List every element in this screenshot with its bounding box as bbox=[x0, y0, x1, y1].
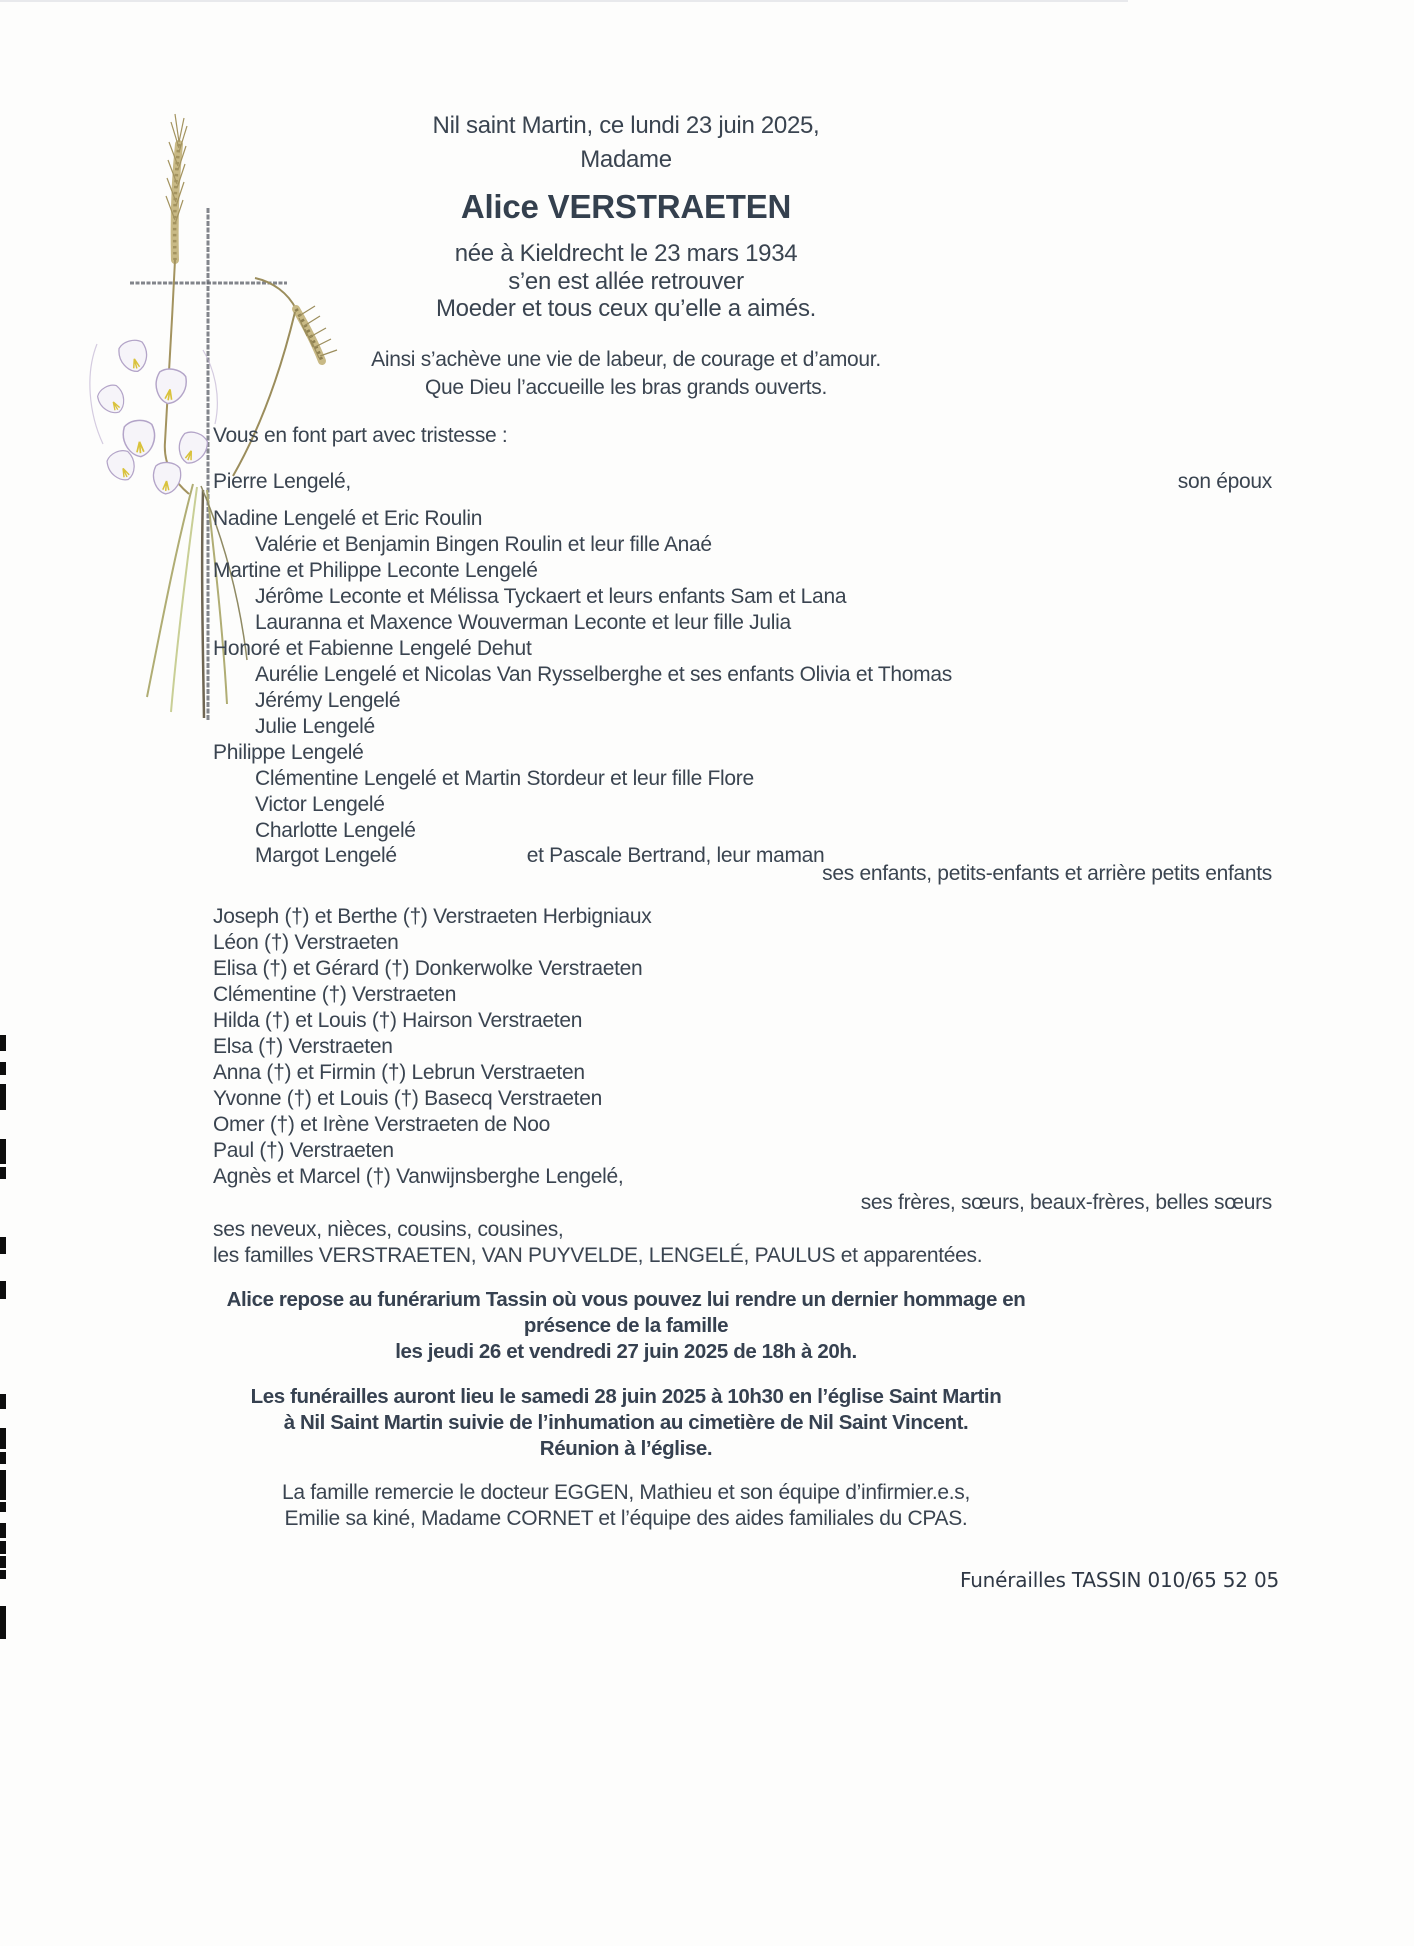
deceased-list bbox=[213, 904, 1313, 1190]
deceased-member: Elisa (†) et Gérard (†) Donkerwolke Verstraeten bbox=[213, 957, 643, 980]
funeral-notice bbox=[0, 1384, 1252, 1462]
deceased-member: Paul (†) Verstraeten bbox=[213, 1139, 394, 1162]
funeral-line-1: Les funérailles auront lieu le samedi 28 juin 2025 à 10h30 en l’église Saint Martin bbox=[250, 1385, 1002, 1408]
deceased-member: Elsa (†) Verstraeten bbox=[213, 1035, 393, 1058]
spouse-name: Pierre Lengelé, bbox=[213, 470, 351, 493]
family-member: Nadine Lengelé et Eric Roulin bbox=[213, 507, 483, 530]
deceased-member: Clémentine (†) Verstraeten bbox=[213, 983, 457, 1006]
birth-line: née à Kieldrecht le 23 mars 1934 bbox=[454, 240, 798, 267]
relatives-line-1: ses neveux, nièces, cousins, cousines, bbox=[213, 1218, 564, 1241]
margot-mother: et Pascale Bertrand, leur maman bbox=[526, 844, 825, 867]
margot-name: Margot Lengelé bbox=[255, 844, 397, 867]
funeral-line-2: à Nil Saint Martin suivie de l’inhumation au cimetière de Nil Saint Vincent. bbox=[283, 1411, 969, 1434]
family-member: Clémentine Lengelé et Martin Stordeur et leur fille Flore bbox=[255, 767, 754, 790]
family-member: Honoré et Fabienne Lengelé Dehut bbox=[213, 637, 532, 660]
spouse-row bbox=[213, 470, 1272, 494]
family-member: Julie Lengelé bbox=[255, 715, 375, 738]
thanks-line-1: La famille remercie le docteur EGGEN, Mathieu et son équipe d’infirmier.e.s, bbox=[281, 1481, 971, 1504]
family-member: Lauranna et Maxence Wouverman Leconte et leur fille Julia bbox=[255, 611, 791, 634]
scan-streak bbox=[0, 0, 1128, 2]
deceased-member: Anna (†) et Firmin (†) Lebrun Verstraeten bbox=[213, 1061, 585, 1084]
deceased-member: Agnès et Marcel (†) Vanwijnsberghe Lengelé, bbox=[213, 1165, 624, 1188]
wake-line-1: Alice repose au funérarium Tassin où vous pouvez lui rendre un dernier hommage en bbox=[226, 1288, 1026, 1311]
deceased-member: Léon (†) Verstraeten bbox=[213, 931, 399, 954]
thanks-block bbox=[0, 1480, 1252, 1532]
family-member: Martine et Philippe Leconte Lengelé bbox=[213, 559, 538, 582]
wake-line-3: les jeudi 26 et vendredi 27 juin 2025 de 18h à 20h. bbox=[395, 1340, 857, 1363]
relatives-line-2: les familles VERSTRAETEN, VAN PUYVELDE, LENGELÉ, PAULUS et apparentées. bbox=[213, 1244, 983, 1267]
family-member: Victor Lengelé bbox=[255, 793, 385, 816]
family-member: Valérie et Benjamin Bingen Roulin et leur fille Anaé bbox=[255, 533, 712, 556]
family-caption: ses enfants, petits-enfants et arrière petits enfants bbox=[822, 862, 1272, 885]
epitaph-line-1: Ainsi s’achève une vie de labeur, de courage et d’amour. bbox=[371, 348, 881, 371]
wake-line-2: présence de la famille bbox=[523, 1314, 729, 1337]
family-list bbox=[213, 506, 1313, 844]
deceased-name: Alice VERSTRAETEN bbox=[460, 188, 792, 225]
honorific: Madame bbox=[580, 146, 672, 173]
spouse-relation: son époux bbox=[1177, 470, 1272, 493]
relatives-block bbox=[213, 1217, 982, 1269]
family-member: Jérémy Lengelé bbox=[255, 689, 401, 712]
deceased-member: Omer (†) et Irène Verstraeten de Noo bbox=[213, 1113, 551, 1136]
departed-line-2: Moeder et tous ceux qu’elle a aimés. bbox=[435, 295, 817, 322]
family-member: Aurélie Lengelé et Nicolas Van Rysselberghe et ses enfants Olivia et Thomas bbox=[255, 663, 952, 686]
epitaph bbox=[0, 346, 1252, 402]
deceased-member: Joseph (†) et Berthe (†) Verstraeten Herbigniaux bbox=[213, 905, 652, 928]
epitaph-line-2: Que Dieu l’accueille les bras grands ouverts. bbox=[424, 376, 828, 399]
departed-line-1: s’en est allée retrouver bbox=[508, 268, 744, 295]
funeral-home-contact: Funérailles TASSIN 010/65 52 05 bbox=[960, 1568, 1280, 1592]
family-member: Charlotte Lengelé bbox=[255, 819, 416, 842]
deceased-caption: ses frères, sœurs, beaux-frères, belles sœurs bbox=[860, 1191, 1272, 1214]
funeral-line-3: Réunion à l’église. bbox=[539, 1437, 713, 1460]
family-member: Jérôme Leconte et Mélissa Tyckaert et leurs enfants Sam et Lana bbox=[255, 585, 847, 608]
deceased-member: Hilda (†) et Louis (†) Hairson Verstraeten bbox=[213, 1009, 583, 1032]
wake-notice bbox=[0, 1287, 1252, 1365]
dateline: Nil saint Martin, ce lundi 23 juin 2025, bbox=[432, 112, 820, 139]
family-member: Philippe Lengelé bbox=[213, 741, 364, 764]
thanks-line-2: Emilie sa kiné, Madame CORNET et l’équipe des aides familiales du CPAS. bbox=[284, 1507, 968, 1530]
intro-line: Vous en font part avec tristesse : bbox=[213, 424, 508, 447]
deceased-member: Yvonne (†) et Louis (†) Basecq Verstraeten bbox=[213, 1087, 602, 1110]
